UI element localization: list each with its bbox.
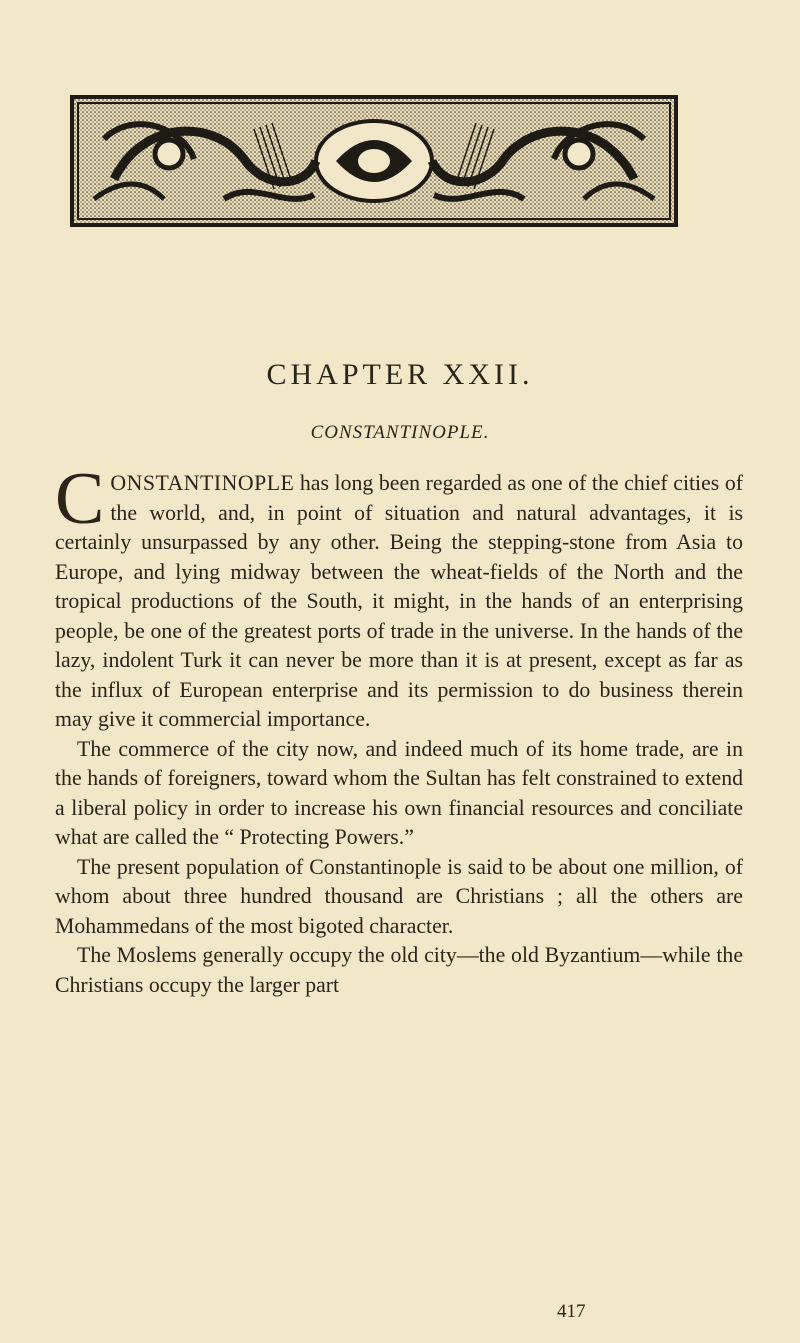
drop-cap: C (55, 458, 105, 540)
ornamental-headpiece (70, 95, 678, 227)
body-text (55, 458, 743, 1000)
paragraph-2: The commerce of the city now, and indeed much of its home trade, are in the hands of foreigners, toward whom the Sultan has felt constrained to extend a liberal policy in order to increase his own financial resources and conciliate what are called the “ Protecting Powers.” (55, 736, 743, 849)
chapter-heading: CHAPTER XXII. (266, 358, 534, 391)
paragraph-4: The Moslems generally occupy the old city—the old Byzantium—while the Christians occupy the larger part (55, 943, 743, 997)
chapter-subtitle: CONSTANTINOPLE. (310, 422, 490, 443)
scroll-ornament-icon (74, 99, 674, 223)
page-number: 417 (557, 1301, 586, 1322)
lead-word: ONSTANTINOPLE (110, 471, 295, 495)
paragraph-1 (55, 458, 743, 735)
paragraph-3: The present population of Constantinople is said to be about one million, of whom about three hundred thousand are Christians ; all the others are Mohammedans of the most bigoted character. (55, 854, 743, 938)
paragraph-1-text: has long been regarded as one of the chief cities of the world, and, in point of situation and natural advantages, it is certainly unsurpassed by any other. Being the stepping-stone from Asia to Europe, and lying midway between the wheat-fields of the North and the tropical productions of the South, it might, in the hands of an enterprising people, be one of the greatest ports of trade in the universe. In the hands of the lazy, indolent Turk it can never be more than it is at present, except as far as the influx of European enterprise and its permission to do business therein may give it commercial importance. (55, 471, 743, 731)
